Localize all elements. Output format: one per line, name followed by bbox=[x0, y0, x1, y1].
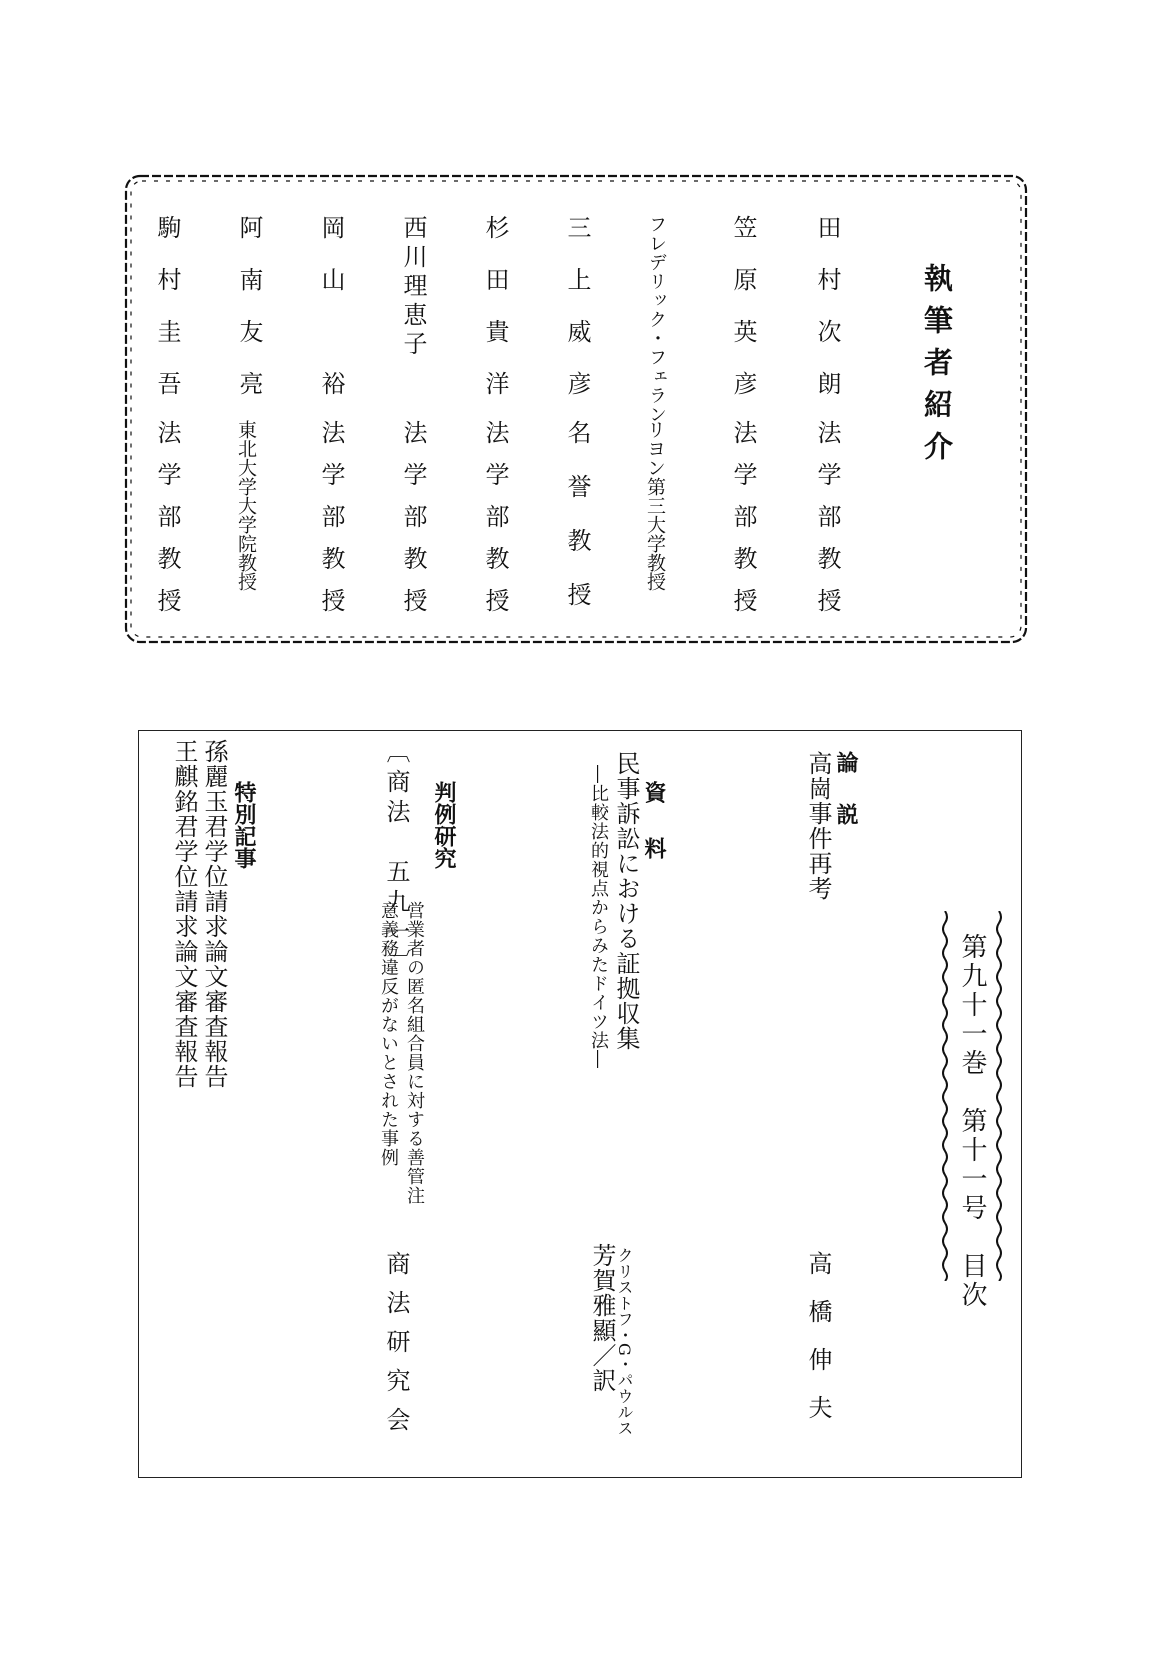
author-name: 阿南友亮 bbox=[235, 215, 263, 423]
author-name: 田村次朗 bbox=[813, 215, 841, 423]
table-of-contents-box bbox=[138, 730, 1022, 1478]
author-name: フレデリック・フェラン bbox=[646, 215, 667, 424]
article-subtitle: ―比較法的視点からみたドイツ法― bbox=[588, 765, 609, 1069]
author-name: 岡山 裕 bbox=[317, 215, 345, 423]
case-author: 商法研究会 bbox=[382, 1251, 410, 1446]
section-heading-hanrei: 判例研究 bbox=[431, 781, 457, 869]
original-author: クリストフ・G・パウルス bbox=[615, 1247, 634, 1436]
author-name: 三上威彦 bbox=[563, 215, 591, 423]
article-title: 民事訴訟における証拠収集 bbox=[612, 751, 640, 1051]
issue-title: 第九十一巻 第十一号 目次 bbox=[957, 933, 987, 1310]
author-affiliation: 法学部教授 bbox=[813, 420, 841, 630]
section-heading-ronsetsu: 論 説 bbox=[833, 751, 859, 829]
special-article: 孫麗玉君学位請求論文審査報告 bbox=[200, 739, 228, 1089]
article-title: 高崗事件再考 bbox=[804, 751, 832, 901]
author-affiliation: 法学部教授 bbox=[481, 420, 509, 630]
case-number: 〔商法 五九一〕 bbox=[382, 739, 410, 979]
author-affiliation: リヨン第三大学教授 bbox=[644, 420, 666, 591]
author-affiliation: 法学部教授 bbox=[317, 420, 345, 630]
author-affiliation: 東北大学大学院教授 bbox=[235, 420, 257, 591]
author-name: 杉田貴洋 bbox=[481, 215, 509, 423]
author-name: 笠原英彦 bbox=[729, 215, 757, 423]
author-affiliation: 法学部教授 bbox=[729, 420, 757, 630]
author-name: 西川理恵子 bbox=[399, 215, 427, 360]
author-affiliation: 法学部教授 bbox=[153, 420, 181, 630]
author-introduction-box bbox=[120, 170, 1032, 648]
authors-heading: 執筆者紹介 bbox=[920, 263, 954, 473]
case-summary-line-2: 意義務違反がないとされた事例 bbox=[378, 901, 399, 1167]
issue-title-banner bbox=[939, 911, 1005, 1310]
section-heading-tokubetsu: 特別記事 bbox=[231, 781, 257, 869]
section-heading-shiryo: 資 料 bbox=[641, 781, 667, 865]
case-summary-line-1: 営業者の匿名組合員に対する善管注 bbox=[404, 901, 425, 1205]
translator: 芳賀雅顯／訳 bbox=[588, 1243, 616, 1393]
special-article: 王麒銘君学位請求論文審査報告 bbox=[170, 739, 198, 1089]
author-affiliation: 名誉教授 bbox=[563, 420, 591, 636]
author-name: 駒村圭吾 bbox=[153, 215, 181, 423]
article-author: 高橋伸夫 bbox=[804, 1251, 832, 1443]
author-affiliation: 法学部教授 bbox=[399, 420, 427, 630]
